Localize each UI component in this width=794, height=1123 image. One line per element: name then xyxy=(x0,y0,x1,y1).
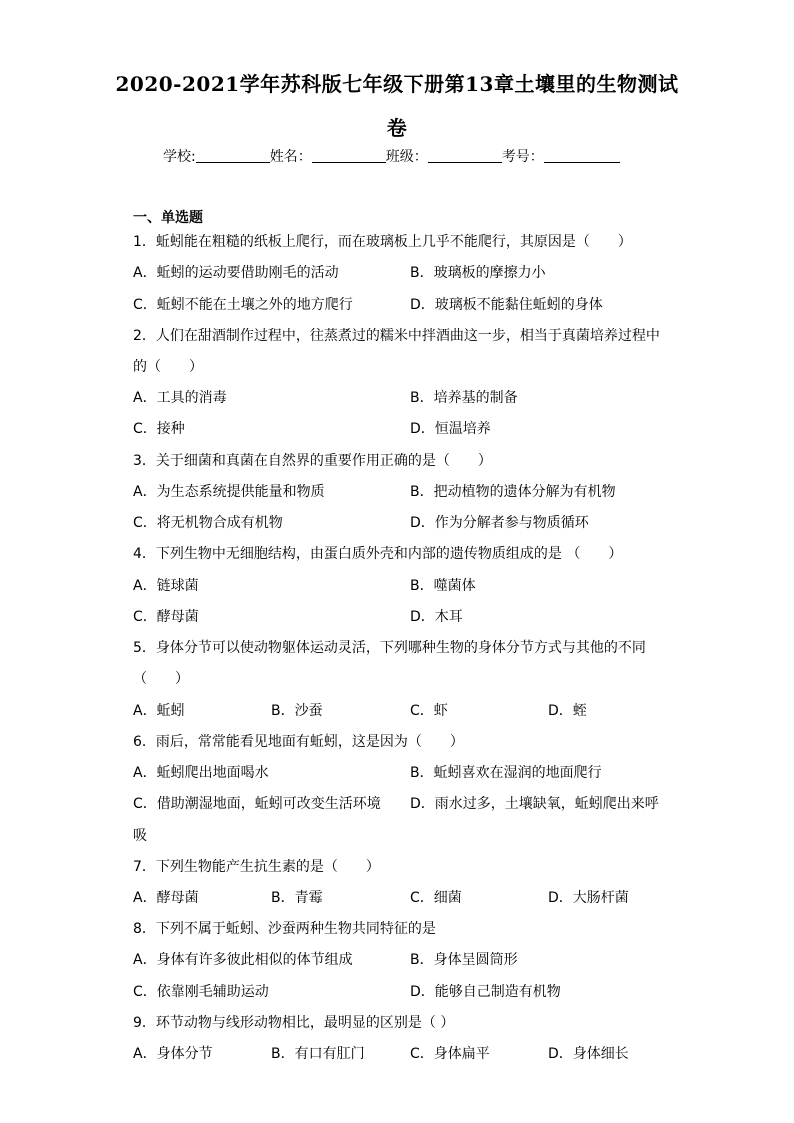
student-info-row xyxy=(163,146,620,166)
name-label: 姓名： xyxy=(269,149,312,165)
question-3-option-c: C．将无机物合成有机物 xyxy=(133,515,283,531)
question-5-option-b: B．沙蚕 xyxy=(271,703,323,719)
question-6-option-c: C．借助潮湿地面，蚯蚓可改变生活环境 xyxy=(133,796,381,812)
question-1-option-a: A．蚯蚓的运动要借助刚毛的活动 xyxy=(133,265,339,281)
question-1-stem: 1．蚯蚓能在粗糙的纸板上爬行，而在玻璃板上几乎不能爬行，其原因是（ ） xyxy=(133,234,632,250)
question-5-option-c: C．虾 xyxy=(410,703,448,719)
question-7-option-a: A．酵母菌 xyxy=(133,890,199,906)
question-7-option-c: C．细菌 xyxy=(410,890,462,906)
question-9-stem: 9．环节动物与线形动物相比，最明显的区别是（ ） xyxy=(133,1015,455,1031)
question-5-option-d: D．蛭 xyxy=(548,703,587,719)
question-6-option-a: A．蚯蚓爬出地面喝水 xyxy=(133,765,269,781)
question-3-option-b: B．把动植物的遗体分解为有机物 xyxy=(410,484,616,500)
class-blank[interactable] xyxy=(428,148,502,163)
name-blank[interactable] xyxy=(312,148,386,163)
question-9-option-c: C．身体扁平 xyxy=(410,1046,490,1062)
question-4-option-a: A．链球菌 xyxy=(133,578,199,594)
question-3-stem: 3．关于细菌和真菌在自然界的重要作用正确的是（ ） xyxy=(133,453,492,469)
question-9-option-d: D．身体细长 xyxy=(548,1046,629,1062)
school-blank[interactable] xyxy=(196,148,270,163)
question-4-option-c: C．酵母菌 xyxy=(133,609,199,625)
question-1-option-c: C．蚯蚓不能在土壤之外的地方爬行 xyxy=(133,297,353,313)
question-8-option-c: C．依靠刚毛辅助运动 xyxy=(133,984,269,1000)
question-4-stem: 4．下列生物中无细胞结构，由蛋白质外壳和内部的遗传物质组成的是 （ ） xyxy=(133,546,623,562)
class-label: 班级： xyxy=(385,149,428,165)
question-6-stem: 6．雨后，常常能看见地面有蚯蚓，这是因为（ ） xyxy=(133,734,464,750)
question-9-option-a: A．身体分节 xyxy=(133,1046,213,1062)
question-2-option-d: D．恒温培养 xyxy=(410,421,491,437)
question-2-stem-cont: 的（ ） xyxy=(133,359,203,375)
question-8-option-b: B．身体呈圆筒形 xyxy=(410,952,518,968)
question-9-option-b: B．有口有肛门 xyxy=(271,1046,365,1062)
question-2-stem: 2．人们在甜酒制作过程中，往蒸煮过的糯米中拌酒曲这一步，相当于真菌培养过程中 xyxy=(133,328,660,344)
question-5-stem-cont: （ ） xyxy=(133,671,189,687)
question-1-option-b: B．玻璃板的摩擦力小 xyxy=(410,265,546,281)
question-8-stem: 8．下列不属于蚯蚓、沙蚕两种生物共同特征的是 xyxy=(133,921,436,937)
section-heading: 一、单选题 xyxy=(133,210,203,226)
question-2-option-b: B．培养基的制备 xyxy=(410,390,518,406)
question-6-option-d: D．雨水过多，土壤缺氧，蚯蚓爬出来呼 xyxy=(410,796,659,812)
question-3-option-a: A．为生态系统提供能量和物质 xyxy=(133,484,325,500)
question-4-option-d: D．木耳 xyxy=(410,609,463,625)
question-2-option-c: C．接种 xyxy=(133,421,185,437)
question-7-option-b: B．青霉 xyxy=(271,890,323,906)
question-5-stem: 5．身体分节可以使动物躯体运动灵活，下列哪种生物的身体分节方式与其他的不同 xyxy=(133,640,646,656)
school-label: 学校: xyxy=(163,149,196,165)
question-6-option-d-cont: 吸 xyxy=(133,828,147,844)
question-7-stem: 7．下列生物能产生抗生素的是（ ） xyxy=(133,859,380,875)
question-3-option-d: D．作为分解者参与物质循环 xyxy=(410,515,589,531)
number-blank[interactable] xyxy=(544,148,620,163)
question-6-option-b: B．蚯蚓喜欢在湿润的地面爬行 xyxy=(410,765,602,781)
question-7-option-d: D．大肠杆菌 xyxy=(548,890,629,906)
question-1-option-d: D．玻璃板不能黏住蚯蚓的身体 xyxy=(410,297,603,313)
exam-title-line-1: 2020-2021学年苏科版七年级下册第13章土壤里的生物测试 xyxy=(115,72,679,96)
question-8-option-d: D．能够自己制造有机物 xyxy=(410,984,561,1000)
question-8-option-a: A．身体有许多彼此相似的体节组成 xyxy=(133,952,353,968)
question-2-option-a: A．工具的消毒 xyxy=(133,390,227,406)
exam-title-line-2: 卷 xyxy=(386,116,408,140)
question-4-option-b: B．噬菌体 xyxy=(410,578,476,594)
question-5-option-a: A．蚯蚓 xyxy=(133,703,185,719)
number-label: 考号： xyxy=(501,149,544,165)
